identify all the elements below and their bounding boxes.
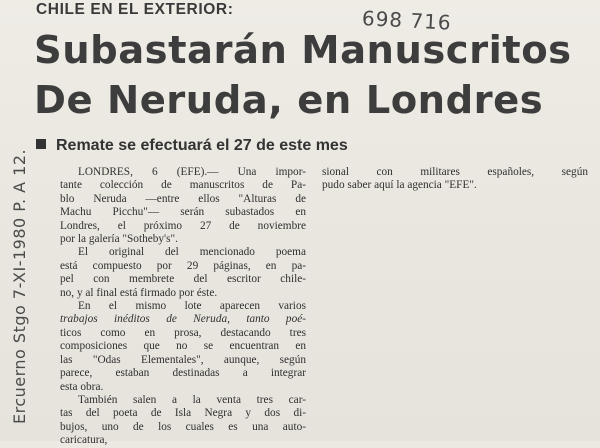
text-line: caricatura, (60, 434, 108, 447)
text-line: También salen a la venta tres car- (78, 393, 306, 406)
text-line: blo Neruda —entre ellos "Alturas de (60, 192, 306, 205)
text-line: composiciones que no se encuentran en (60, 340, 306, 353)
text-line: parece, estaban destinadas a integrar (60, 367, 306, 380)
text-line: está compuesto por 29 páginas, en pa- (60, 259, 306, 272)
text-line: pudo saber aquí la agencia "EFE". (322, 179, 477, 192)
handwritten-source-note: Ercuerno Stgo 7-XI-1980 P. A 12. (10, 148, 29, 424)
subheadline-text: Remate se efectuará el 27 de este mes (56, 137, 348, 154)
text-line: LONDRES, 6 (EFE).— Una impor- (78, 166, 306, 178)
subheadline (36, 137, 596, 155)
text-line: El original del mencionado poema (78, 246, 306, 259)
text-line: tas del poeta de Isla Negra y dos di- (60, 407, 306, 420)
text-line: tante colección de manuscritos de Pa- (60, 179, 306, 192)
text-line: bujos, uno de los cuales es una auto- (60, 420, 306, 433)
square-bullet-icon (36, 139, 46, 149)
text-line: Londres, el próximo 27 de noviembre (60, 219, 306, 232)
headline-line-1: Subastarán Manuscritos (34, 28, 572, 73)
text-line: ticos como en prosa, destacando tres (60, 326, 306, 339)
text-line: no, y al final está firmado por éste. (60, 286, 218, 299)
article-column-2 (322, 166, 588, 193)
article-column-1 (60, 166, 306, 448)
text-line: esta obra. (60, 380, 104, 393)
handwritten-number: 698 716 (361, 6, 453, 35)
text-line: por la galería "Sotheby's". (60, 233, 178, 246)
headline-line-2: De Neruda, en Londres (34, 78, 544, 123)
section-heading: CHILE EN EL EXTERIOR: (36, 1, 234, 18)
text-line: En el mismo lote aparecen varios (78, 300, 306, 313)
text-line: pel con membrete del escritor chile- (60, 273, 306, 286)
headline (34, 26, 594, 126)
text-line: trabajos inéditos de Neruda, tanto poé- (60, 313, 306, 326)
text-line: las "Odas Elementales", aunque, según (60, 353, 306, 366)
text-line: Machu Picchu"— serán subastados en (60, 206, 306, 219)
text-line: sional con militares españoles, según (322, 166, 588, 178)
